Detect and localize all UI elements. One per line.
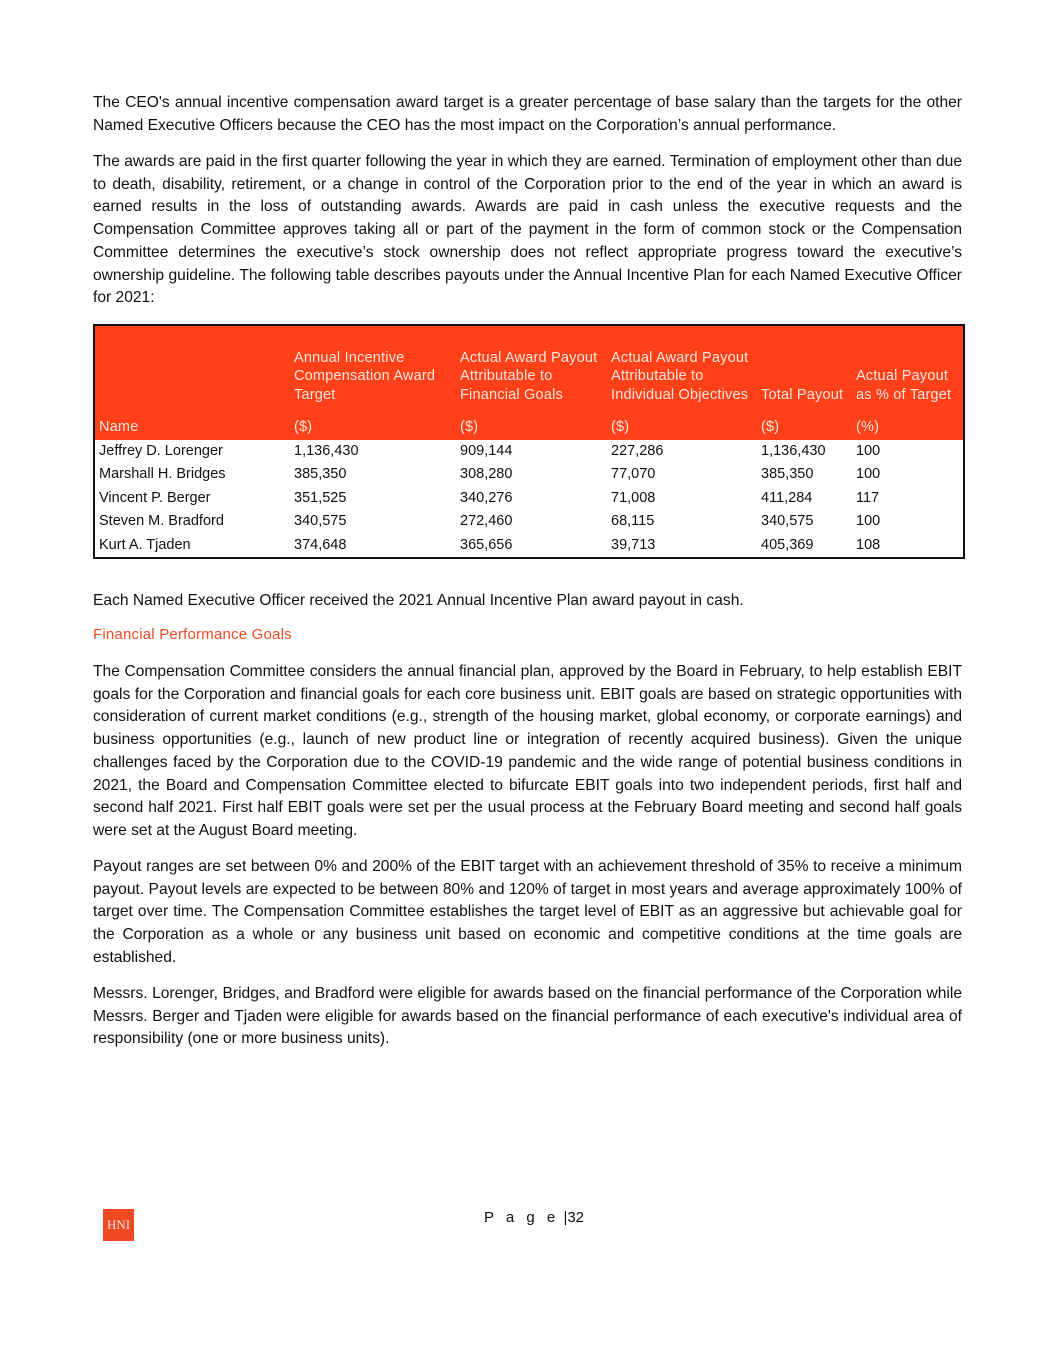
column-unit: ($): [761, 418, 780, 435]
table-cell: 374,648: [294, 536, 347, 553]
page-label: P a g e: [484, 1209, 560, 1226]
table-cell: 71,008: [611, 489, 656, 506]
column-unit: Name: [99, 418, 139, 435]
table-cell: 100: [856, 443, 881, 459]
table-cell: Steven M. Bradford: [99, 513, 224, 530]
column-unit: (%): [856, 418, 880, 435]
table-cell: 308,280: [460, 466, 513, 483]
table-header-row: [94, 325, 964, 408]
table-cell: 68,115: [611, 513, 655, 530]
page-number: [484, 1209, 584, 1226]
paragraph-ebit-goals: The Compensation Committee considers the annual financial plan, approved by the Board in February, to help establish EBIT goals for the Corporation and financial goals for each core business unit. EBIT goals are based on strategic opportunities with consideration of current market conditions (e.g., strength of the housing market, global economy, or corporate earnings) and business opportunities (e.g., launch of new product line or integration of recently acquired business). Given the unique challenges faced by the Corporation due to the COVID-19 pandemic and the wide range of potential business conditions in 2021, the Board and Compensation Committee elected to bifurcate EBIT goals into two independent periods, first half and second half 2021. First half EBIT goals were set per the usual process at the February Board meeting and second half goals were set at the August Board meeting.: [93, 663, 962, 839]
table-cell: Vincent P. Berger: [99, 489, 211, 506]
table-cell: 108: [856, 536, 881, 553]
table-cell: 117: [856, 489, 880, 506]
column-header: Actual Award Payout Attributable to Financial Goals: [460, 349, 598, 403]
paragraph-award-payment: The awards are paid in the first quarter following the year in which they are earned. Termination of employment other than due to death, disability, retirement, or a change in control of the Corporation prior to the end of the year in which an award is earned results in the loss of outstanding awards. Awards are paid in cash unless the executive requests and the Compensation Committee approves taking all or part of the payment in the form of common stock or the Compensation Committee determines the executive’s stock ownership does not reflect appropriate progress toward the executive’s ownership guideline. The following table describes payouts under the Annual Incentive Plan for each Named Executive Officer for 2021:: [93, 153, 962, 307]
table-cell: 1,136,430: [761, 443, 826, 459]
table-row: [94, 534, 964, 558]
table-cell: 100: [856, 466, 881, 483]
table-cell: 340,575: [294, 513, 347, 530]
table-cell: 1,136,430: [294, 443, 359, 459]
paragraph-cash-payout: Each Named Executive Officer received the 2021 Annual Incentive Plan award payout in cash.: [93, 592, 744, 609]
table-cell: Marshall H. Bridges: [99, 466, 226, 483]
table-cell: 411,284: [761, 489, 813, 506]
table-cell: 272,460: [460, 513, 513, 530]
table-cell: 405,369: [761, 536, 814, 553]
table-cell: 385,350: [294, 466, 347, 483]
column-header: Total Payout: [761, 386, 844, 403]
incentive-payout-table: [93, 324, 965, 559]
table-cell: 365,656: [460, 536, 513, 553]
table-cell: 340,276: [460, 489, 513, 506]
column-header: Actual Award Payout Attributable to Individual Objectives: [611, 349, 749, 403]
section-heading: Financial Performance Goals: [93, 626, 292, 643]
paragraph-eligibility: Messrs. Lorenger, Bridges, and Bradford were eligible for awards based on the financial performance of the Corporation while Messrs. Berger and Tjaden were eligible for awards based on the financial performance of each executive's individual area of responsibility (one or more business units).: [93, 985, 962, 1048]
table-cell: 385,350: [761, 466, 814, 483]
table-row: [94, 510, 964, 533]
hni-logo: HNI: [103, 1209, 134, 1241]
paragraph-payout-ranges: Payout ranges are set between 0% and 200% of the EBIT target with an achievement threshold of 35% to receive a minimum payout. Payout levels are expected to be between 80% and 120% of target in most years and average approximately 100% of target over time. The Compensation Committee establishes the target level of EBIT as an aggressive but achievable goal for the Corporation as a whole or any business unit based on economic and competitive conditions at the time goals are established.: [93, 858, 962, 966]
table-units-row: [94, 408, 964, 440]
column-unit: ($): [294, 418, 313, 435]
table-cell: 100: [856, 513, 881, 530]
column-header: [94, 325, 290, 408]
table-row: [94, 487, 964, 510]
page-separator: |: [563, 1209, 568, 1226]
table-row: [94, 440, 964, 463]
page-number-value: 32: [567, 1209, 585, 1226]
column-header: Actual Payout as % of Target: [856, 368, 952, 403]
table-cell: 909,144: [460, 443, 513, 459]
column-header: Annual Incentive Compensation Award Target: [294, 349, 436, 403]
table-cell: Kurt A. Tjaden: [99, 536, 191, 553]
table-cell: 227,286: [611, 443, 664, 459]
column-unit: ($): [460, 418, 479, 435]
column-unit: ($): [611, 418, 630, 435]
table-cell: 77,070: [611, 466, 656, 483]
table-cell: 39,713: [611, 536, 656, 553]
table-cell: 351,525: [294, 489, 347, 506]
table-cell: Jeffrey D. Lorenger: [99, 443, 223, 459]
paragraph-ceo-target: The CEO's annual incentive compensation award target is a greater percentage of base salary than the targets for the other Named Executive Officers because the CEO has the most impact on the Corporation’s annual performance.: [93, 94, 962, 134]
table-row: [94, 463, 964, 486]
table-cell: 340,575: [761, 513, 814, 530]
